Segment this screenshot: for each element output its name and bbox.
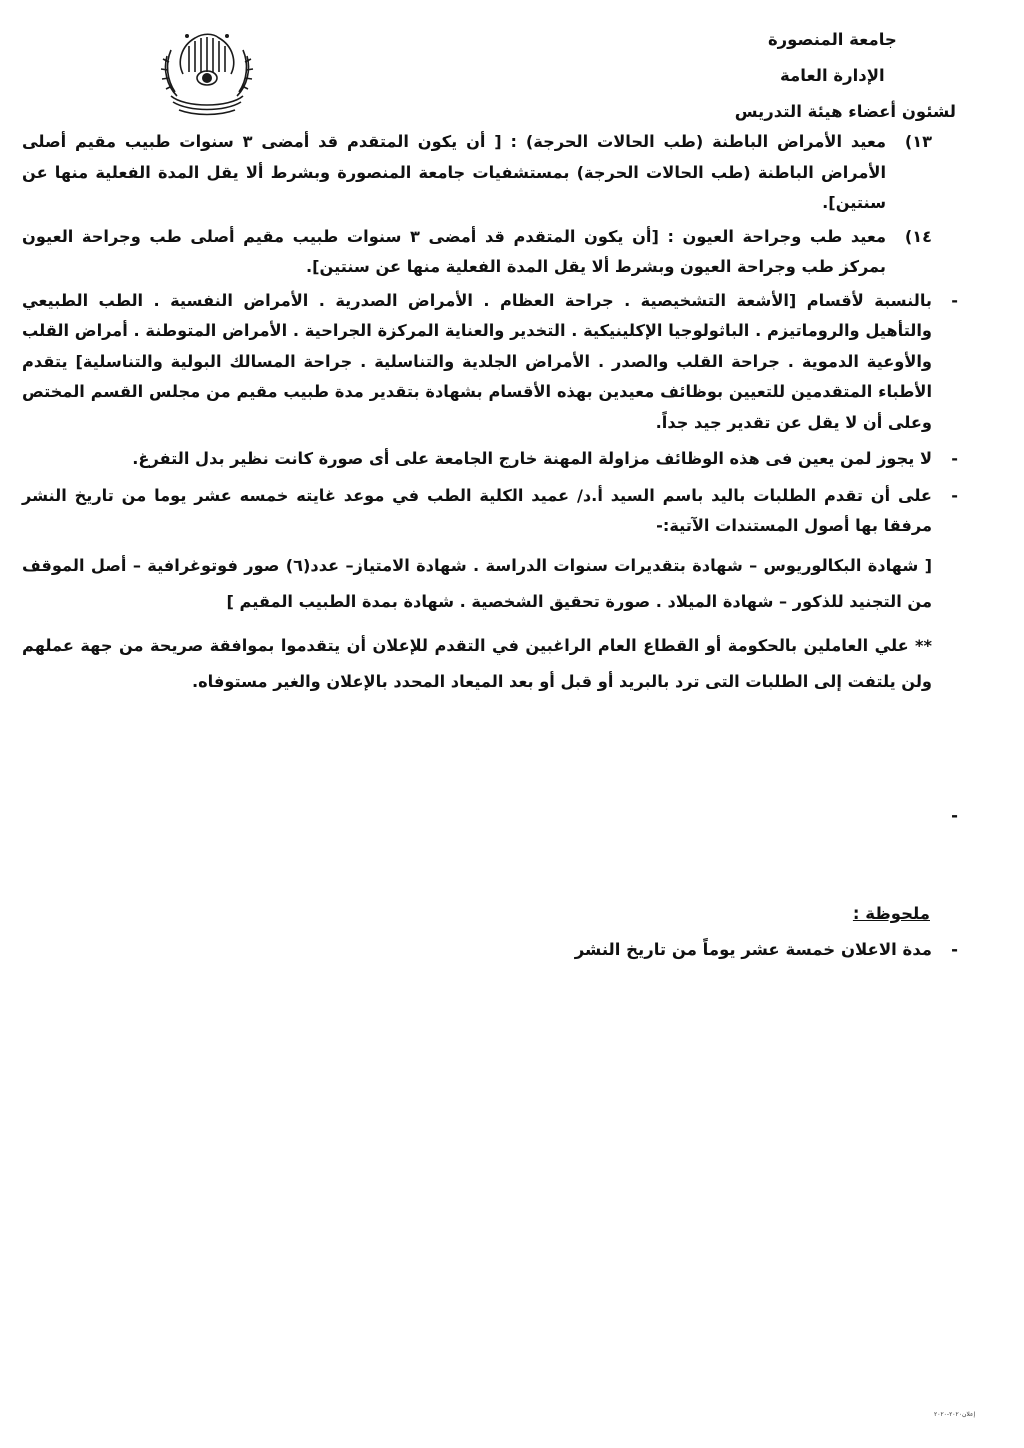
empty-bullet-dash: - (951, 806, 958, 825)
administration-name: الإدارة العامة (780, 66, 885, 85)
item-text: معيد طب وجراحة العيون : [أن يكون المتقدم قد أمضى ٣ سنوات طبيب مقيم أصلى طب وجراحة العيون بمركز طب وجراحة العيون وبشرط ألا يقل المدة الفعلية منها عن سنتين]. (22, 226, 886, 276)
required-documents: [ شهادة البكالوريوس – شهادة بتقديرات سنوات الدراسة . شهادة الامتياز– عدد(٦) صور فوتوغرافية – أصل الموقف من التجنيد للذكور – شهادة الميلاد . صورة تحقيق الشخصية . شهادة بمدة الطبيب المقيم ] (22, 555, 932, 611)
note-item (574, 940, 958, 959)
note-title: ملحوظة : (852, 904, 930, 923)
mansoura-university-seal-icon (155, 16, 259, 120)
department-name: لشئون أعضاء هيئة التدريس (734, 102, 956, 121)
item-number: ١٣) (904, 132, 932, 151)
bullet-text: على أن تقدم الطلبات باليد باسم السيد أ.د/ عميد الكلية الطب في موعد غايته خمسه عشر يوما من تاريخ النشر مرفقا بها أصول المستندات الآتية:- (22, 485, 932, 535)
note-text: مدة الاعلان خمسة عشر يوماً من تاريخ النشر (574, 940, 932, 959)
item-number: ١٤) (904, 226, 932, 246)
bullet-text: لا يجوز لمن يعين فى هذه الوظائف مزاولة المهنة خارج الجامعة على أى صورة كانت نظير بدل التفرغ. (132, 449, 932, 468)
university-name: جامعة المنصورة (767, 30, 897, 49)
letterhead (734, 22, 956, 130)
announcement-body (22, 127, 958, 708)
bullet-item (22, 444, 958, 475)
bullet-dash: - (951, 290, 958, 310)
bullet-text: بالنسبة لأقسام [الأشعة التشخيصية . جراحة العظام . الأمراض الصدرية . الأمراض النفسية . الطب الطبيعي والتأهيل والروماتيزم . الباثولوجيا الإكلينيكية . التخدير والعناية المركزة الجراحية . الأمراض المتوطنة . أمراض القلب والأوعية الدموية . جراحة القلب والصدر . الأمراض الجلدية والتناسلية . جراحة المسالك البولية والتناسلية] يتقدم الأطباء المتقدمين للتعيين بوظائف معيدين بهذه الأقسام بشهادة بتقدير مدة طبيب مقيم من مجلس القسم المختص وعلى أن لا يقل عن تقدير جيد جداً. (22, 290, 932, 432)
bullet-item (22, 286, 958, 439)
bullet-item (22, 481, 958, 542)
item-text: معيد الأمراض الباطنة (طب الحالات الحرجة) : [ أن يكون المتقدم قد أمضى ٣ سنوات طبيب مقيم أصلى الأمراض الباطنة (طب الحالات الحرجة) بمستشفيات جامعة المنصورة وبشرط ألا يقل المدة الفعلية منها عن سنتين]. (22, 132, 886, 212)
footer-reference: إعلان٢٠٢٠-٢٠٢٠ (934, 1411, 976, 1418)
note-dash: - (951, 940, 958, 959)
bullet-dash: - (951, 449, 958, 468)
bullet-dash: - (951, 485, 958, 505)
employees-note: ** علي العاملين بالحكومة أو القطاع العام الراغبين في التقدم للإعلان أن يتقدموا بموافقة صريحة من جهة عملهم ولن يلتفت إلى الطلبات التى ترد بالبريد أو قبل أو بعد الميعاد المحدد بالإعلان والغير مستوفاه. (22, 635, 932, 691)
list-item (22, 127, 932, 219)
list-item (22, 222, 932, 283)
